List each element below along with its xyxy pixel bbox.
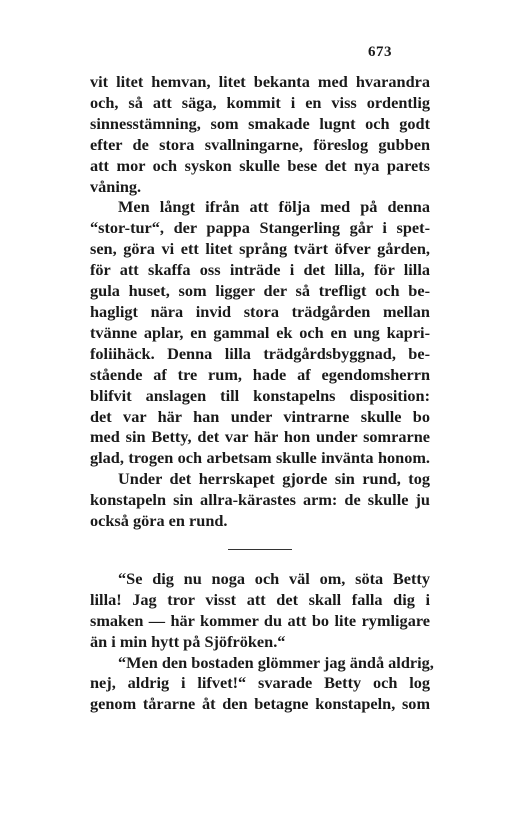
text-line: än i min hytt på Sjöfröken.“: [90, 631, 286, 651]
text-line: sen, göra vi ett litet språng tvärt öfver gården,: [90, 239, 430, 259]
text-line: lilla! Jag tror visst att det skall falla dig i: [90, 589, 430, 609]
text-column: [90, 72, 434, 715]
text-line: hagligt nära invid stora trädgården mellan: [90, 301, 430, 321]
text-line: tvänne aplar, en gammal ek och en ung kapri-: [90, 322, 430, 342]
text-line: konstapeln sin allra-kärastes arm: de skulle ju: [90, 490, 430, 510]
text-line: foliihäck. Denna lilla trädgårdsbyggnad, be-: [90, 343, 430, 363]
text-line: nej, aldrig i lifvet!“ svarade Betty och log: [90, 673, 430, 693]
text-line: för att skaffa oss inträde i det lilla, för lilla: [90, 260, 430, 280]
section-divider: [228, 549, 292, 550]
text-line: efter de stora svallningarne, föreslog gubben: [90, 134, 430, 154]
paragraph-3: [90, 469, 430, 532]
text-line: smaken — här kommer du att bo lite rymligare: [90, 610, 430, 630]
text-line: också göra en rund.: [90, 511, 228, 531]
paragraph-2: [90, 197, 430, 469]
text-line: det var här han under vintrarne skulle bo: [90, 406, 430, 426]
text-line: med sin Betty, det var här hon under somrarne: [90, 427, 430, 447]
page-number: 673: [368, 44, 392, 60]
text-line: våning.: [90, 176, 142, 196]
text-line: sinnesstämning, som smakade lugnt och godt: [90, 113, 430, 133]
text-line: Men långt ifrån att följa med på denna: [118, 197, 430, 217]
text-line: genom tårarne åt den betagne konstapeln, som: [90, 694, 430, 714]
text-line: och, så att säga, kommit i en viss ordentlig: [90, 92, 430, 112]
paragraph-1: [90, 72, 430, 197]
paragraph-5: [90, 652, 434, 716]
text-line: “stor-tur“, der pappa Stangerling går i spet-: [90, 218, 430, 238]
paragraph-4: [90, 569, 430, 653]
text-line: att mor och syskon skulle bese det nya parets: [90, 155, 430, 175]
text-line: vit litet hemvan, litet bekanta med hvarandra: [90, 72, 430, 91]
text-line: gula huset, som ligger der så trefligt och be-: [90, 281, 430, 301]
text-line: glad, trogen och arbetsam skulle invänta honom.: [90, 448, 430, 468]
text-line: stående af tre rum, hade af egendomsherrn: [90, 364, 430, 384]
text-line: “Se dig nu noga och väl om, söta Betty: [118, 568, 430, 588]
text-line: Under det herrskapet gjorde sin rund, tog: [118, 469, 430, 489]
text-line: blifvit anslagen till konstapelns disposition:: [90, 385, 430, 405]
text-line: “Men den bostaden glömmer jag ändå aldrig,: [118, 652, 434, 672]
